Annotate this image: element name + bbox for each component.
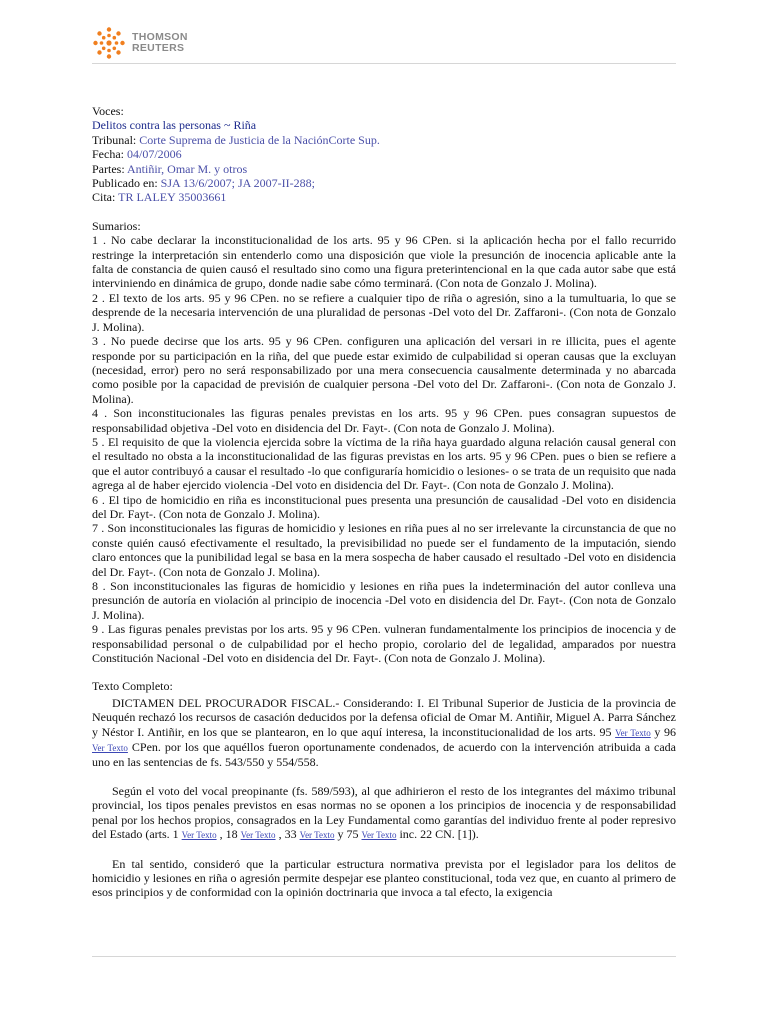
sumario-item-6: 6 . El tipo de homicidio en riña es inconstitucional pues presenta una presunción de causalidad -Del voto en disidencia del Dr. Fayt-. (Con nota de Gonzalo J. Molina). xyxy=(92,492,676,521)
sumario-item-4: 4 . Son inconstitucionales las figuras penales previstas en los arts. 95 y 96 CPen. pues consagran supuestos de responsabilidad objetiva -Del voto en disidencia del Dr. Fayt-. (Con nota de Gonzalo J. Molina). xyxy=(92,406,676,435)
partes-line xyxy=(92,162,676,176)
sumario-item-1: 1 . No cabe declarar la inconstitucionalidad de los arts. 95 y 96 CPen. si la aplicación hecha por el fallo recurrido restringe la interpretación sin entenderlo como una disposición que viole la presunción de inocencia aplicable ante la falta de constancia de quien causó el resultado sino como una figura preterintencional en la que cada autor sabe que está interviniendo en dinámica de grupo, donde nadie sabe cómo terminará. (Con nota de Gonzalo J. Molina). xyxy=(92,233,676,291)
partes-value: Antiñir, Omar M. y otros xyxy=(127,161,248,176)
thomson-reuters-logo xyxy=(92,26,676,60)
fecha-value: 04/07/2006 xyxy=(127,147,182,162)
logo-wordmark xyxy=(132,32,188,54)
paragraph-2-text-c: , 33 xyxy=(275,827,300,842)
document-content xyxy=(92,104,676,952)
ver-texto-link-art33[interactable]: Ver Texto xyxy=(299,830,335,841)
logo-line-1: THOMSON xyxy=(132,31,188,43)
header-divider xyxy=(92,63,676,64)
tribunal-value: Corte Suprema de Justicia de la NaciónCorte Sup. xyxy=(139,132,380,147)
texto-completo-label: Texto Completo: xyxy=(92,679,173,694)
sumario-item-5: 5 . El requisito de que la violencia ejercida sobre la víctima de la riña haya guardado alguna relación causal general con el resultado no obsta a la inconstitucionalidad de las figuras previstas en los arts. 95 y 96 CPen. pues o bien se refiere a que el autor contribuyó a causar el resultado -lo que configuraría homicidio o lesiones- o se trata de un requisito que nada agrega al de haber ejercido violencia -Del voto en disidencia del Dr. Fayt-. (Con nota de Gonzalo J. Molina). xyxy=(92,434,676,493)
paragraph-sentido: En tal sentido, consideró que la particular estructura normativa prevista por el legislador para los delitos de homicidio y lesiones en riña o agresión permite despejar ese planteo constitucional, toda vez que, en cuanto al primero de esos principios y de conformidad con la opinión doctrinaria que invoca a tal efecto, la exigencia xyxy=(92,856,676,900)
paragraph-dictamen xyxy=(92,696,676,770)
voces-label: Voces: xyxy=(92,104,124,118)
cita-line xyxy=(92,190,676,204)
footer-divider xyxy=(92,956,676,957)
publicado-label: Publicado en: xyxy=(92,176,161,191)
ver-texto-link-art75[interactable]: Ver Texto xyxy=(361,830,397,841)
voces-value[interactable]: Delitos contra las personas ~ Riña xyxy=(92,118,257,133)
paragraph-voto xyxy=(92,784,676,843)
paragraph-1-text-b: y 96 xyxy=(650,724,676,739)
tribunal-label: Tribunal: xyxy=(92,132,140,147)
paragraph-2-text-e: inc. 22 CN. [1]). xyxy=(396,827,479,842)
cita-label: Cita: xyxy=(92,190,119,205)
ver-texto-link-art95[interactable]: Ver Texto xyxy=(615,727,651,738)
partes-label: Partes: xyxy=(92,161,127,176)
paragraph-1-text-c: CPen. por los que aquéllos fueron oportunamente condenados, de acuerdo con la intervención atribuida a cada uno en las sentencias de fs. 543/550 y 554/558. xyxy=(92,740,676,770)
ver-texto-link-art1[interactable]: Ver Texto xyxy=(181,830,217,841)
sumario-item-8: 8 . Son inconstitucionales las figuras de homicidio y lesiones en riña pues la indeterminación del autor conlleva una presunción de autoría en violación al principio de inocencia -Del voto en disidencia del Dr. Fayt-. (Con nota de Gonzalo J. Molina). xyxy=(92,579,676,622)
paragraph-2-text-b: , 18 xyxy=(216,827,241,842)
logo-line-2: REUTERS xyxy=(132,42,185,54)
ver-texto-link-art96[interactable]: Ver Texto xyxy=(92,743,128,754)
header xyxy=(92,26,676,64)
publicado-line xyxy=(92,176,676,190)
paragraph-2-text-a: Según el voto del vocal preopinante (fs. 589/593), al que adhirieron el resto de los integrantes del máximo tribunal provincial, los tipos penales previstos en esas normas no se oponen a los principios de inocencia y de responsabilidad penal por los hechos propios, consagrados en la Ley Fundamental como garantías del individuo frente al poder represivo del Estado (arts. 1 xyxy=(92,783,676,842)
sumario-item-9: 9 . Las figuras penales previstas por los arts. 95 y 96 CPen. vulneran fundamentalmente los principios de inocencia y de responsabilidad personal o de culpabilidad por el hecho propio, corolario del de legalidad, amparados por nuestra Constitución Nacional -Del voto en disidencia del Dr. Fayt-. (Con nota de Gonzalo J. Molina). xyxy=(92,622,676,666)
tribunal-line xyxy=(92,133,676,147)
publicado-value: SJA 13/6/2007; JA 2007-II-288; xyxy=(160,176,315,191)
sumario-item-3: 3 . No puede decirse que los arts. 95 y 96 CPen. configuren una aplicación del versari in re illicita, pues el agente responde por su participación en la riña, del que puede estar eximido de culpabilidad si operan causas que la excluyan (necesidad, error) pero no será responsabilizado por una mera consecuencia causalmente determinada y no abarcada como posible por la capacidad de previsión de cualquier persona -Del voto del Dr. Zaffaroni-. (Con nota de Gonzalo J. Molina). xyxy=(92,334,676,406)
sumario-item-2: 2 . El texto de los arts. 95 y 96 CPen. no se refiere a cualquier tipo de riña o agresión, sino a la tumultuaria, lo que se desprende de la necesaria intervención de una pluralidad de personas -Del voto del Dr. Zaffaroni-. (Con nota de Gonzalo J. Molina). xyxy=(92,290,676,334)
sumario-item-7: 7 . Son inconstitucionales las figuras de homicidio y lesiones en riña pues al no ser irrelevante la circunstancia de que no conste quién causó efectivamente el resultado, la previsibilidad no puede ser el fundamento de la imputación, siendo claro entonces que la punibilidad legal se basa en la mera sospecha de haber causado el resultado -Del voto en disidencia del Dr. Fayt-. (Con nota de Gonzalo J. Molina). xyxy=(92,521,676,579)
sumarios-label: Sumarios: xyxy=(92,218,141,233)
thomson-reuters-logo-icon xyxy=(92,26,126,60)
paragraph-2-text-d: y 75 xyxy=(334,827,362,842)
cita-value: TR LALEY 35003661 xyxy=(118,190,227,205)
fecha-label: Fecha: xyxy=(92,147,127,162)
paragraph-1-text-a: DICTAMEN DEL PROCURADOR FISCAL.- Considerando: I. El Tribunal Superior de Justicia de la provincia de Neuquén rechazó los recursos de casación deducidos por la defensa oficial de Omar M. Antiñir, Miguel A. Parra Sánchez y Néstor I. Antiñir, en los que se plantearon, en lo que aquí interesa, la inconstitucionalidad de los arts. 95 xyxy=(92,695,676,739)
ver-texto-link-art18[interactable]: Ver Texto xyxy=(240,830,276,841)
fecha-line xyxy=(92,147,676,161)
